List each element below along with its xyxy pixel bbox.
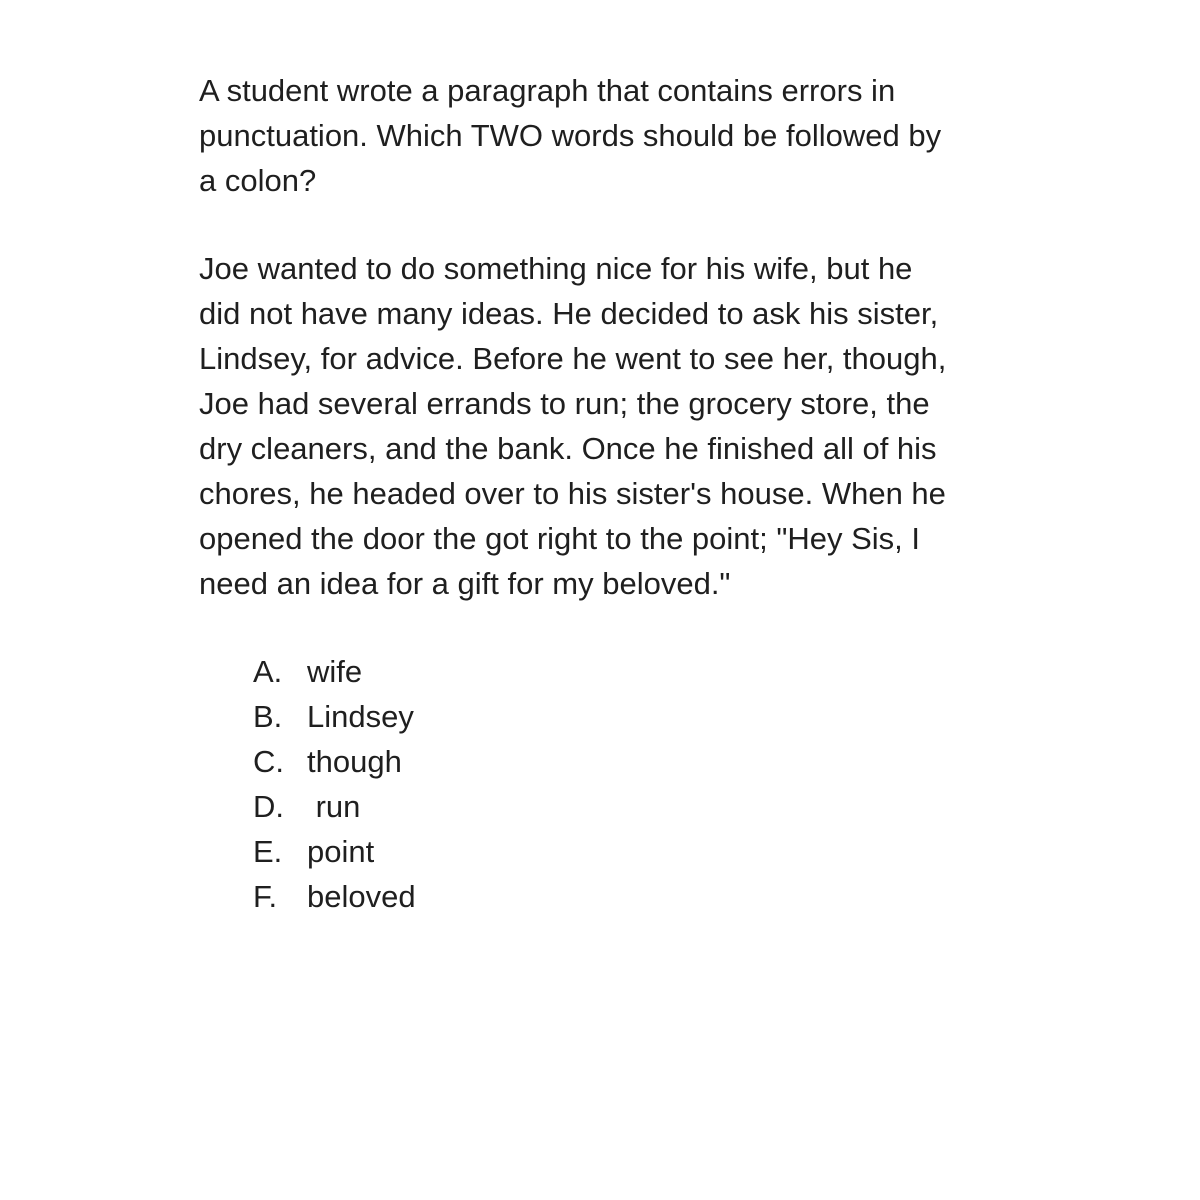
passage-paragraph: Joe wanted to do something nice for his wife, but he did not have many ideas. He decided to ask his sister, Lindsey, for advice. Before he went to see her, though, Joe had several errands to run; the grocery store, the dry cleaners, and the bank. Once he finished all of his chores, he headed over to his sister's house. When he opened the door the got right to the point; "Hey Sis, I need an idea for a gift for my beloved." (199, 251, 947, 601)
question-page (199, 68, 1019, 919)
choice-b[interactable] (253, 694, 1019, 739)
choice-e[interactable] (253, 829, 1019, 874)
choice-text: beloved (307, 879, 416, 914)
answer-choices-list (253, 649, 1019, 919)
choice-text: run (307, 789, 361, 824)
choice-f[interactable] (253, 874, 1019, 919)
choice-letter: F. (253, 879, 278, 914)
question-prompt: A student wrote a paragraph that contains errors in punctuation. Which TWO words should be followed by a colon? (199, 73, 942, 198)
choice-letter: E. (253, 834, 283, 869)
choice-d[interactable] (253, 784, 1019, 829)
choice-letter: B. (253, 699, 283, 734)
choice-text: Lindsey (307, 699, 414, 734)
choice-c[interactable] (253, 739, 1019, 784)
choice-text: wife (307, 654, 363, 689)
choice-text: point (307, 834, 375, 869)
choice-a[interactable] (253, 649, 1019, 694)
choice-letter: A. (253, 654, 283, 689)
choice-text: though (307, 744, 402, 779)
choice-letter: C. (253, 744, 284, 779)
choice-letter: D. (253, 789, 284, 824)
